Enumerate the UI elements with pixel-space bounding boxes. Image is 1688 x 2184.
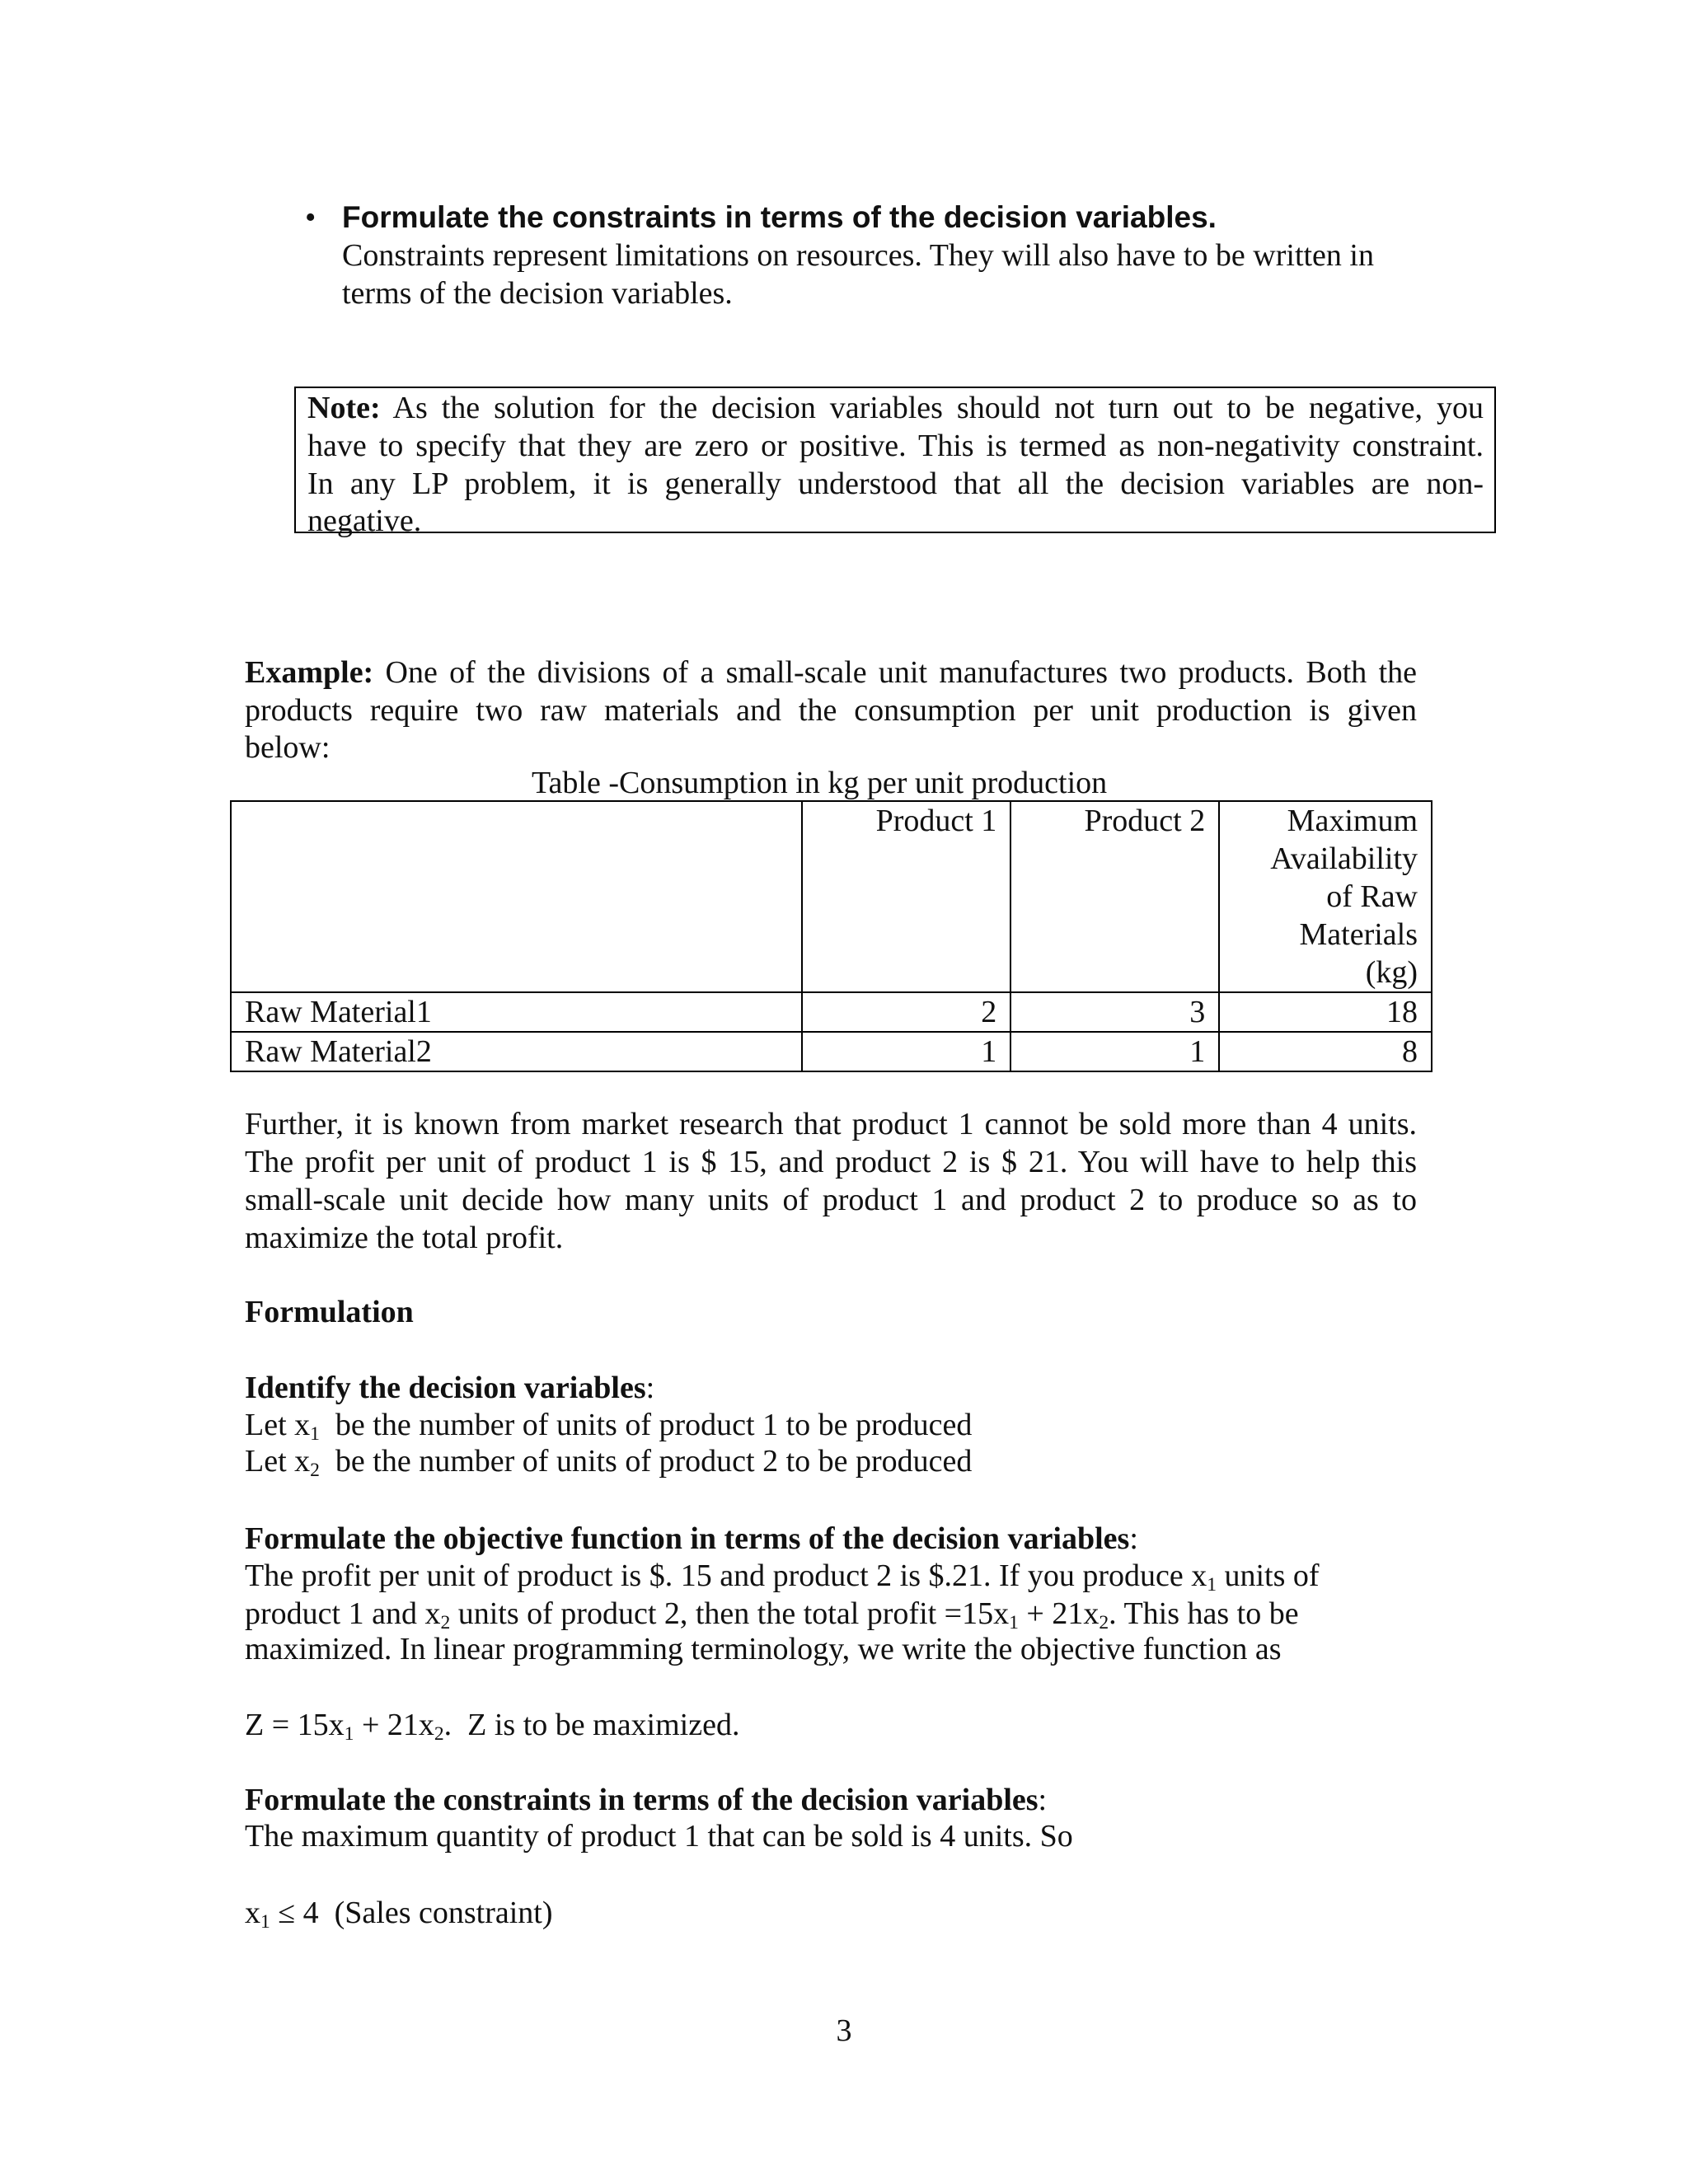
note-line: In any LP problem, it is generally understood that all the decision variables are non- <box>307 466 1484 501</box>
objective-z-equation: $Z = 15x_1 + 21x_2$. Z is to be maximized. <box>245 1708 740 1745</box>
table-header-row <box>231 801 1432 992</box>
objective-line: product 1 and $x_2$ units of product 2, then the total profit $=15x_1 + 21x_2$. This has to be <box>245 1596 1299 1633</box>
note-line: Note: As the solution for the decision variables should not turn out to be negative, you <box>307 391 1484 425</box>
objective-line: The profit per unit of product is $. 15 and product 2 is $.21. If you produce $x_1$ units of <box>245 1558 1320 1596</box>
bullet-symbol: • <box>305 200 316 235</box>
table-row <box>231 992 1432 1032</box>
constraints-line: The maximum quantity of product 1 that can be sold is 4 units. So <box>245 1819 1073 1854</box>
table-row <box>231 1032 1432 1071</box>
further-line: maximize the total profit. <box>245 1221 564 1255</box>
page-number: 3 <box>836 2013 852 2048</box>
formulation-heading: Formulation <box>245 1295 414 1329</box>
decision-let-x2: Let $x_2$ be the number of units of product 2 to be produced <box>245 1444 973 1481</box>
table-cell: 2 <box>802 992 1010 1032</box>
bullet-heading: Formulate the constraints in terms of the decision variables. <box>342 200 1217 234</box>
example-line: products require two raw materials and the consumption per unit production is given <box>245 693 1417 728</box>
objective-heading: Formulate the objective function in terms of the decision variables: <box>245 1521 1138 1556</box>
bullet-text-line: Constraints represent limitations on resources. They will also have to be written in <box>342 238 1374 273</box>
consumption-table <box>230 800 1432 1072</box>
table-cell: Raw Material1 <box>231 992 802 1032</box>
objective-line: maximized. In linear programming terminology, we write the objective function as <box>245 1632 1282 1666</box>
sales-constraint: $x_1 \le 4$ (Sales constraint) <box>245 1896 553 1933</box>
table-cell: 1 <box>802 1032 1010 1071</box>
table-caption: Table -Consumption in kg per unit production <box>532 766 1108 800</box>
table-header-cell: Product 2 <box>1010 801 1219 992</box>
further-line: small-scale unit decide how many units of product 1 and product 2 to produce so as to <box>245 1183 1417 1217</box>
further-line: Further, it is known from market research that product 1 cannot be sold more than 4 units. <box>245 1107 1417 1141</box>
decision-let-x1: Let $x_1$ be the number of units of product 1 to be produced <box>245 1408 973 1445</box>
note-label: Note: <box>307 391 381 425</box>
further-line: The profit per unit of product 1 is $ 15, and product 2 is $ 21. You will have to help this <box>245 1145 1417 1179</box>
example-label: Example: <box>245 655 374 690</box>
decision-heading: Identify the decision variables: <box>245 1371 655 1405</box>
table-header-cell <box>231 801 802 992</box>
table-header-cell-max-availability: Maximum Availability of Raw Materials (kg) <box>1219 801 1432 992</box>
table-cell: Raw Material2 <box>231 1032 802 1071</box>
constraints-heading: Formulate the constraints in terms of the decision variables: <box>245 1783 1048 1817</box>
table-cell: 8 <box>1219 1032 1432 1071</box>
bullet-text-line: terms of the decision variables. <box>342 276 733 311</box>
table-cell: 1 <box>1010 1032 1219 1071</box>
table-cell: 3 <box>1010 992 1219 1032</box>
table-cell: 18 <box>1219 992 1432 1032</box>
table-header-cell: Product 1 <box>802 801 1010 992</box>
note-line: have to specify that they are zero or positive. This is termed as non-negativity constraint. <box>307 429 1484 463</box>
example-line: Example: One of the divisions of a small-scale unit manufactures two products. Both the <box>245 655 1417 690</box>
example-line: below: <box>245 730 331 765</box>
note-line: negative. <box>307 504 422 538</box>
